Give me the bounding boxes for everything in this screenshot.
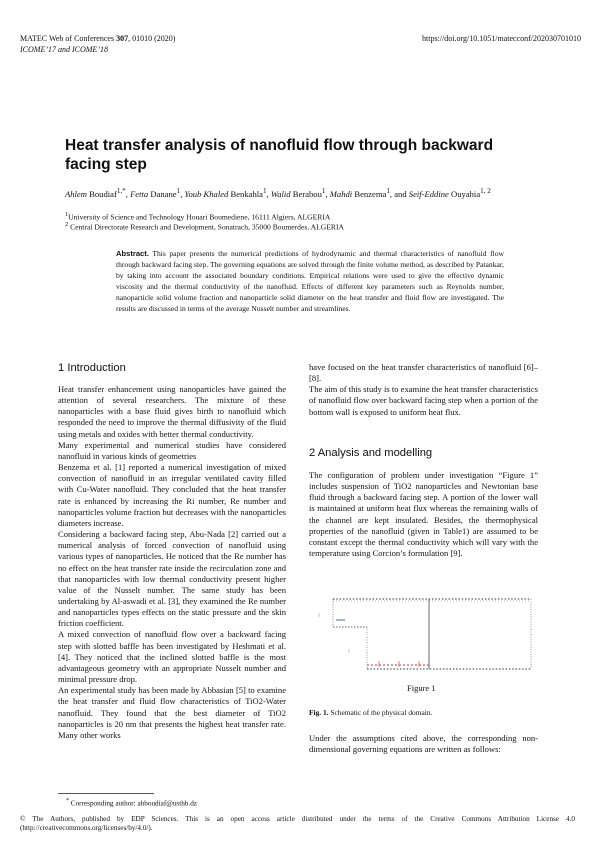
running-header-conference: ICOME’17 and ICOME’18 (20, 45, 108, 54)
paragraph: Many experimental and numerical studies have considered nanofluid in various kinds of geometries (58, 439, 286, 461)
abstract (116, 249, 504, 314)
section-heading-analysis: 2 Analysis and modelling (309, 447, 433, 459)
author: Seif-Eddine Ouyahia$^{1, 2}$ (408, 187, 491, 199)
author: Walid Berabou$^1$, (270, 187, 330, 199)
section2-paragraph: The configuration of problem under investigation “Figure 1” includes suspension of TiO2 nanoparticles and Newtonian base fluid through a backward facing step. A portion of the lower wall is maintained at uniform heat flux whereas the remaining walls of the channel are kept insulated. Besides, the thermophysical properties of the nanofluid (given in Table1) are assumed to be constant except the thermal conductivity which will vary with the temperature using Corcion’s formulation [9]. (309, 470, 538, 559)
journal-volume: 307 (116, 34, 129, 43)
figure-1-schematic (309, 589, 539, 693)
figure-caption-label: Fig. 1. (309, 708, 329, 717)
abstract-text: This paper presents the numerical predictions of hydrodynamic and thermal characteristics of nanofluid flow through backward facing step. The governing equations are solved through the finite volume method, as described by Patankar, by taking into account the associated boundary conditions. Empirical relations were used to give the effective dynamic viscosity and the thermal conductivity of the nanofluid. Effects of different key parameters such as Reynolds number, nanoparticle solid volume fraction and nanoparticle solid diameter on the heat transfer and fluid flow are investigated. The results are discussed in terms of the average Nusselt number and streamlines. (116, 249, 504, 313)
footnote-rule (58, 793, 154, 794)
author: Fetta Danane$^1$, (130, 187, 185, 199)
footnote: * Corresponding author: ahboudiaf@usthb.dz (66, 798, 197, 808)
author-list (65, 186, 545, 200)
doi-link[interactable]: https://doi.org/10.1051/matecconf/202030701010 (422, 34, 581, 43)
paragraph: Considering a backward facing step, Abu-Nada [2] carried out a numerical analysis of forced convection of nanofluid using various types of nanoparticles. He noticed that the Re number has no effect on the heat transfer rate inside the recirculation zone and that nanoparticles with low thermal conductivity present higher value of the Nusselt number. The same study has been undertaking by Al-aswadi et al. [3], they examined the Re number and nanoparticles types effects on the static pressure and the skin friction coefficient. (58, 529, 286, 629)
paragraph: Benzema et al. [1] reported a numerical investigation of mixed convection of nanofluid in an irregular ventilated cavity filled with Cu-Water nanofluid. They concluded that the heat transfer rate is enhanced by increasing the Ri number, Re number and nanoparticles volume fraction but decreases with the nanoparticles diameters increase. (58, 462, 286, 528)
paragraph: A mixed convection of nanofluid flow over a backward facing step with slotted baffle has been investigated by Heshmati et al. [4]. They noticed that the inclined slotted baffle is the most advantageous geometry with an appropriate Nusselt number and minimal pressure drop. (58, 629, 286, 685)
paragraph: have focused on the heat transfer characteristics of nanofluid [6]–[8]. (309, 362, 538, 384)
paragraph: Heat transfer enhancement using nanoparticles have gained the attention of several researchers. The mixture of these nanoparticles with a base fluid gives birth to nanofluid which responded the need to improve the thermal diffusivity of the fluid using metals and oxides with better thermal conductivity. (58, 384, 286, 439)
figure-1-drawing (309, 589, 539, 684)
running-header-journal: MATEC Web of Conferences 307, 01010 (2020) (20, 34, 176, 43)
affiliation-2: $^2$ Central Directorate Research and Development, Sonatrach, 35000 Boumerdes, ALGERIA (65, 221, 344, 232)
author: Ahlem Boudiaf$^{1,*}$, (65, 187, 131, 199)
paragraph: The aim of this study is to examine the heat transfer characteristics of nanofluid flow over backward facing step when a portion of the bottom wall is exposed to uniform heat flux. (309, 384, 538, 417)
affiliation-1: $^1$University of Science and Technology Houari Boumediene, 16111 Algiers, ALGERIA (65, 211, 331, 222)
right-column-top-text (309, 362, 538, 418)
figure-caption: Fig. 1. Schematic of the physical domain. (309, 708, 433, 717)
author: Youb Khaled Benkahla$^1$, (184, 187, 271, 199)
author: Mahdi Benzema$^1$, and (329, 187, 409, 199)
figure-inner-label: Figure 1 (407, 683, 436, 693)
corresponding-author-email: Corresponding author: ahboudiaf@usthb.dz (69, 799, 197, 808)
paragraph: An experimental study has been made by Abbasian [5] to examine the heat transfer and fluid flow characteristics of TiO2-Water nanofluid. They found that the best diameter of TiO2 nanoparticles is 20 nm that presents the highest heat transfer rate. Many other works (58, 685, 286, 740)
license-notice: © The Authors, published by EDP Sciences. This is an open access article distributed under the terms of the Creative Commons Attribution License 4.0 (http://creativecommons.org/licenses/by/4.0/). (20, 815, 575, 833)
abstract-label: Abstract. (116, 249, 149, 258)
paper-title: Heat transfer analysis of nanofluid flow through backward facing step (65, 137, 494, 173)
section-heading-introduction: 1 Introduction (58, 362, 126, 374)
section2-paragraph-2: Under the assumptions cited above, the corresponding non-dimensional governing equations are written as follows: (309, 733, 538, 755)
left-column-text (58, 384, 286, 741)
